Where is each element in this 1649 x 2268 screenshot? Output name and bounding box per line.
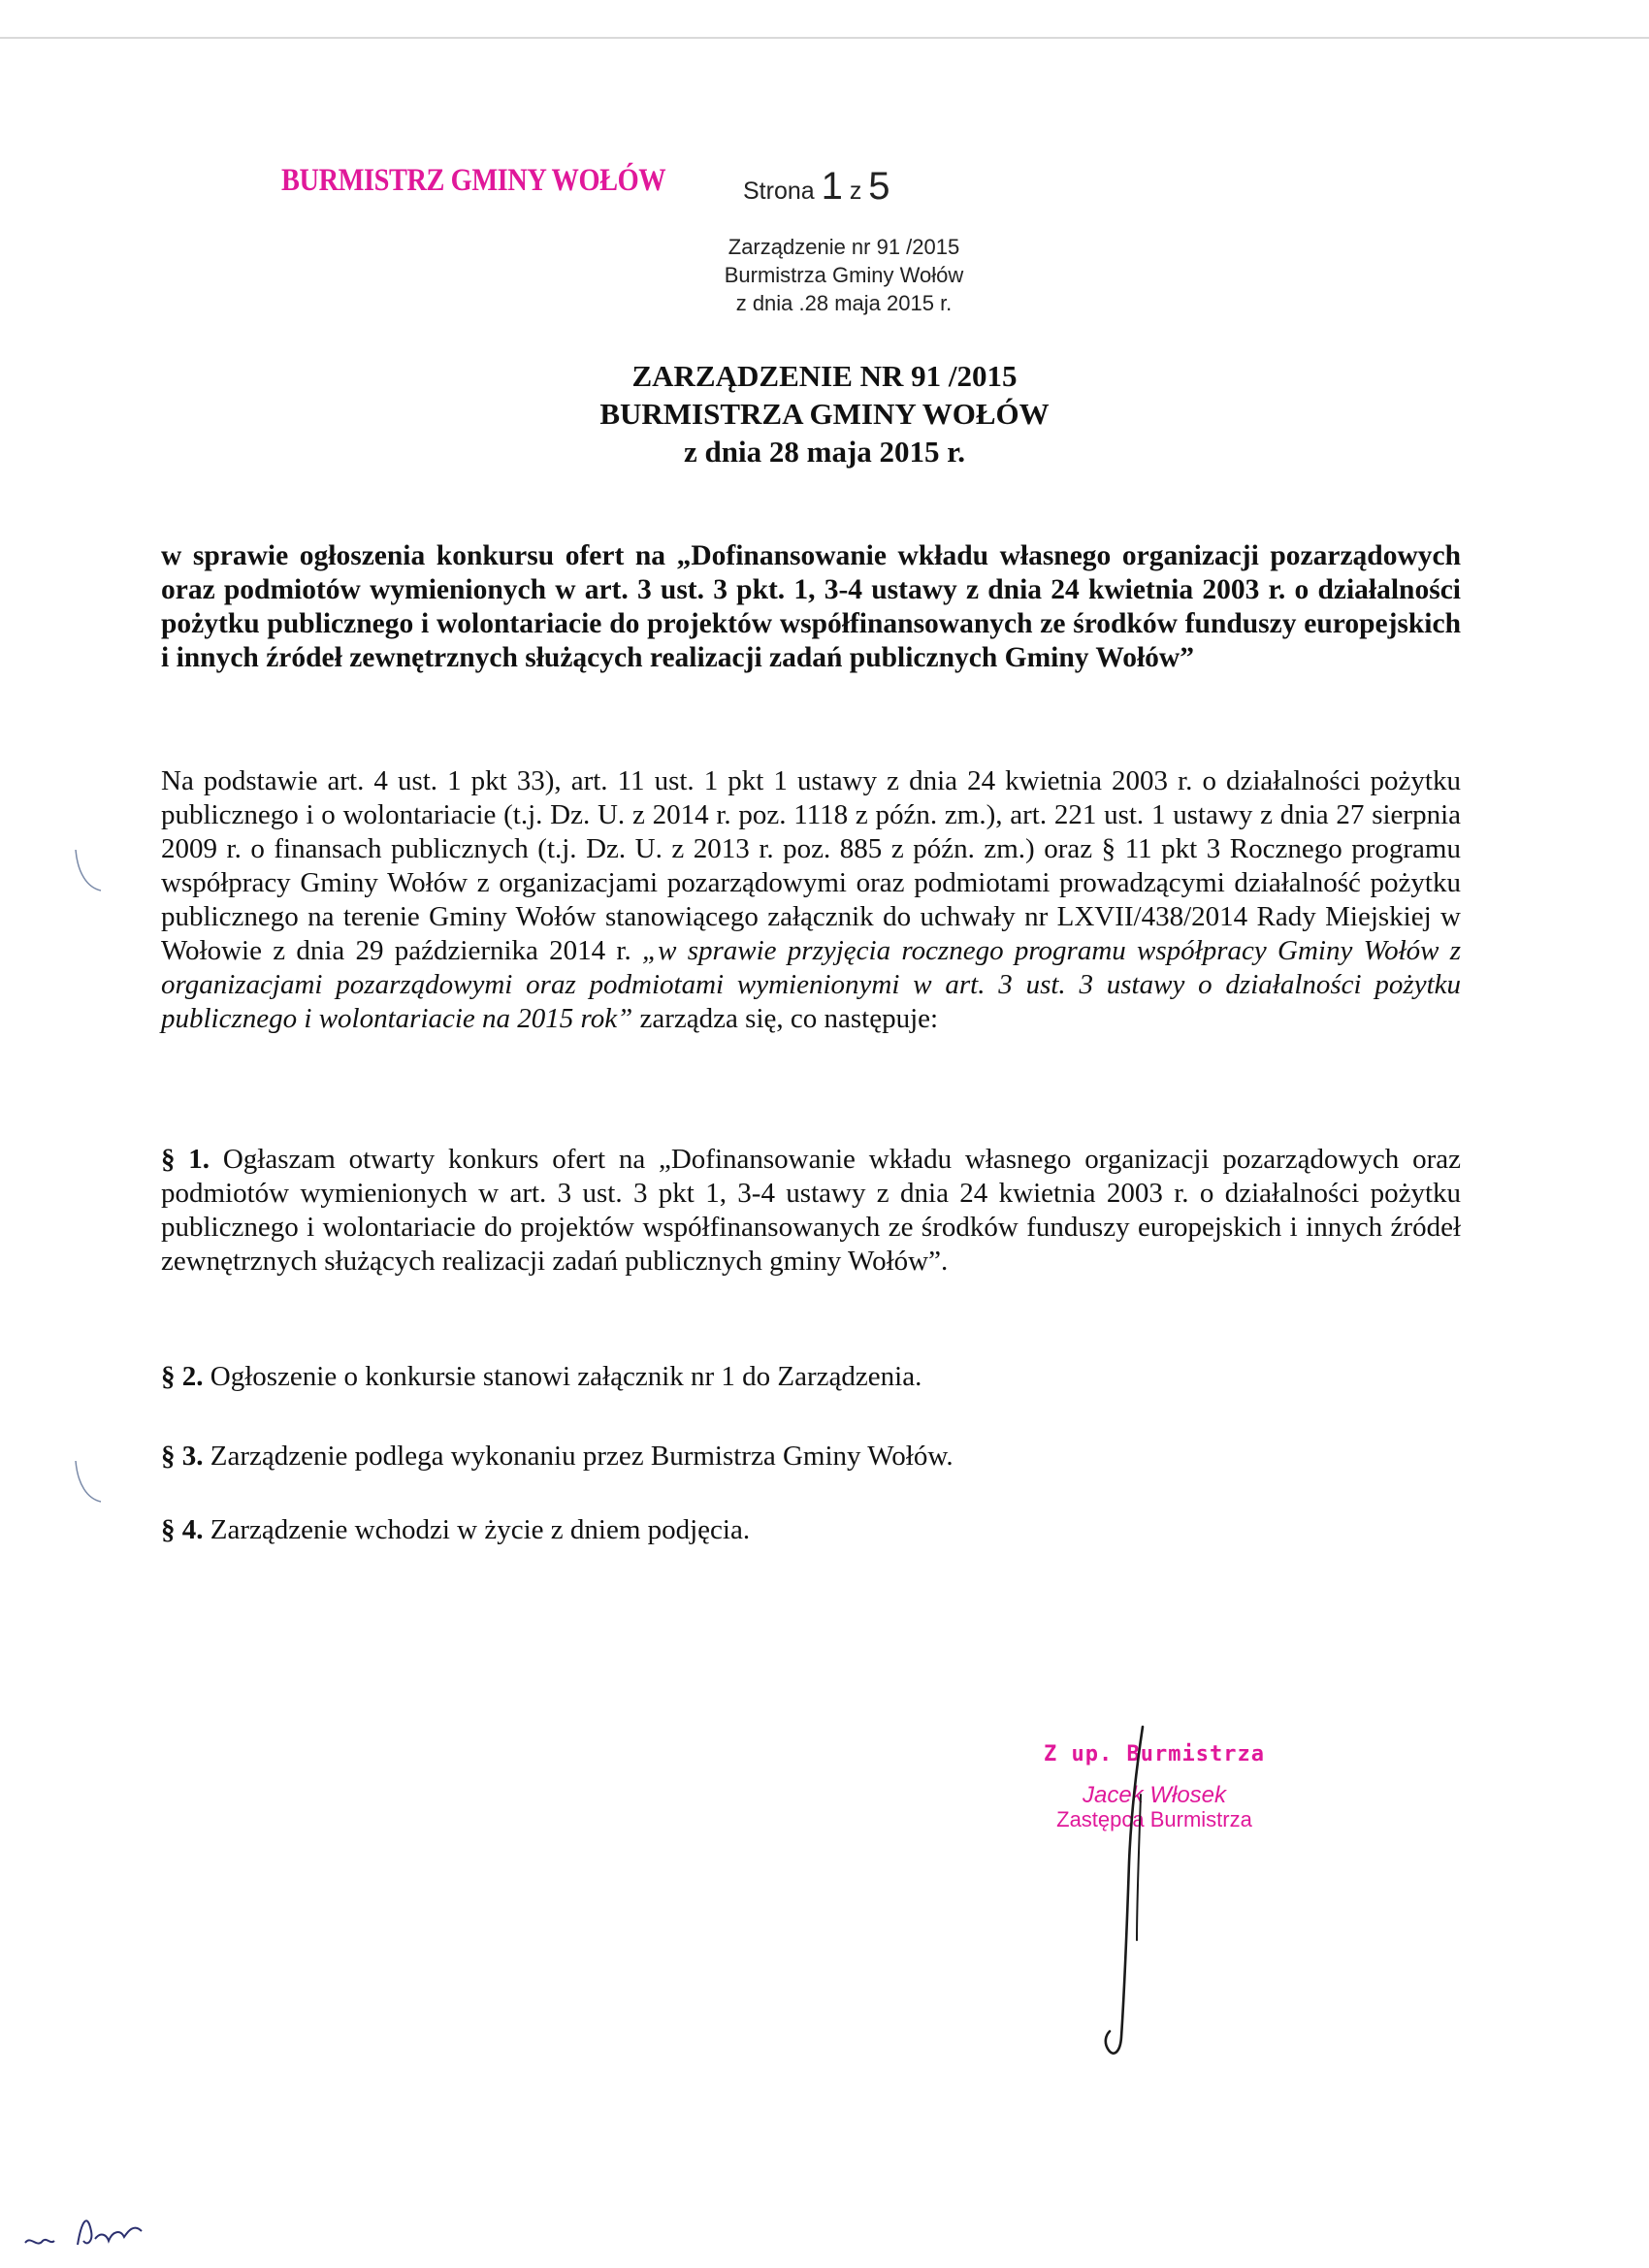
header-stamp: BURMISTRZ GMINY WOŁÓW bbox=[281, 163, 666, 198]
title-line: ZARZĄDZENIE NR 91 /2015 bbox=[631, 359, 1018, 393]
stamp-line: Z up. Burmistrza bbox=[1044, 1742, 1265, 1766]
paragraph-4 bbox=[161, 1513, 1461, 1547]
header-meta-line: Zarządzenie nr 91 /2015 bbox=[728, 235, 960, 259]
paragraph-text: Zarządzenie podlega wykonaniu przez Burmistrza Gminy Wołów. bbox=[203, 1441, 954, 1472]
margin-punch-mark bbox=[68, 844, 107, 902]
paragraph-2 bbox=[161, 1360, 1461, 1394]
legal-basis-quote: „w sprawie przyjęcia rocznego programu współpracy Gminy Wołów z organizacjami pozarządowymi oraz podmiotami wymienionymi w art. 3 ust. 3 ustawy o działalności pożytku publicznego i wolontariacie na 2015 rok” bbox=[161, 935, 1462, 1034]
paragraph-1 bbox=[161, 1143, 1461, 1279]
stamp-line: Jacek Włosek bbox=[1082, 1782, 1227, 1808]
legal-basis bbox=[161, 764, 1461, 1036]
page-counter bbox=[743, 165, 890, 209]
page-current: 1 bbox=[821, 165, 843, 208]
title-line: z dnia 28 maja 2015 r. bbox=[684, 435, 965, 469]
page-separator: z bbox=[849, 178, 862, 205]
paragraph-3 bbox=[161, 1440, 1461, 1474]
scan-edge-line bbox=[0, 37, 1649, 39]
margin-punch-mark bbox=[68, 1455, 107, 1513]
document-title bbox=[369, 357, 1280, 470]
legal-basis-ending: zarządza się, co następuje: bbox=[632, 1003, 939, 1034]
page-total: 5 bbox=[868, 165, 890, 208]
header-meta-line: Burmistrza Gminy Wołów bbox=[724, 263, 964, 287]
title-line: BURMISTRZA GMINY WOŁÓW bbox=[599, 397, 1050, 431]
paragraph-text: Ogłaszam otwarty konkurs ofert na „Dofinansowanie wkładu własnego organizacji pozarządowych oraz podmiotów wymienionych w art. 3 ust. 3 pkt 1, 3-4 ustawy z dnia 24 kwietnia 2003 r. o działalności pożytku publicznego i wolontariacie do projektów współfinansowanych ze środków funduszy europejskich i innych źródeł zewnętrznych służących realizacji zadań publicznych gminy Wołów”. bbox=[161, 1144, 1461, 1277]
handwritten-signature bbox=[1086, 1707, 1174, 2076]
paragraph-label: § 3. bbox=[161, 1441, 204, 1472]
header-meta bbox=[621, 233, 1067, 317]
document-subject: w sprawie ogłoszenia konkursu ofert na „Dofinansowanie wkładu własnego organizacji pozarządowych oraz podmiotów wymienionych w art. 3 ust. 3 pkt. 1, 3-4 ustawy z dnia 24 kwietnia 2003 r. o działalności pożytku publicznego i wolontariacie do projektów współfinansowanych ze środków funduszy europejskich i innych źródeł zewnętrznych służących realizacji zadań publicznych Gminy Wołów” bbox=[161, 540, 1461, 673]
handwritten-initials bbox=[19, 2202, 194, 2260]
page-prefix: Strona bbox=[743, 178, 815, 205]
header-meta-line: z dnia .28 maja 2015 r. bbox=[735, 291, 953, 315]
paragraph-label: § 4. bbox=[161, 1514, 204, 1545]
stamp-line: Zastępca Burmistrza bbox=[1056, 1807, 1252, 1831]
paragraph-text: Zarządzenie wchodzi w życie z dniem podjęcia. bbox=[203, 1514, 751, 1545]
legal-basis-text: Na podstawie art. 4 ust. 1 pkt 33), art. 11 ust. 1 pkt 1 ustawy z dnia 24 kwietnia 2003 r. o działalności pożytku publicznego i o wolontariacie (t.j. Dz. U. z 2014 r. poz. 1118 z późn. zm.), art. 221 ust. 1 ustawy z dnia 27 sierpnia 2009 r. o finansach publicznych (t.j. Dz. U. z 2013 r. poz. 885 z późn. zm.) oraz § 11 pkt 3 Rocznego programu współpracy Gminy Wołów z organizacjami pozarządowymi oraz podmiotami prowadzącymi działalność pożytku publicznego na terenie Gminy Wołów stanowiącego załącznik do uchwały nr LXVII/438/2014 Rady Miejskiej w Wołowie z dnia 29 października 2014 r. bbox=[161, 765, 1461, 966]
paragraph-label: § 2. bbox=[161, 1361, 204, 1392]
paragraph-label: § 1. bbox=[161, 1144, 210, 1175]
paragraph-text: Ogłoszenie o konkursie stanowi załącznik nr 1 do Zarządzenia. bbox=[203, 1361, 922, 1392]
